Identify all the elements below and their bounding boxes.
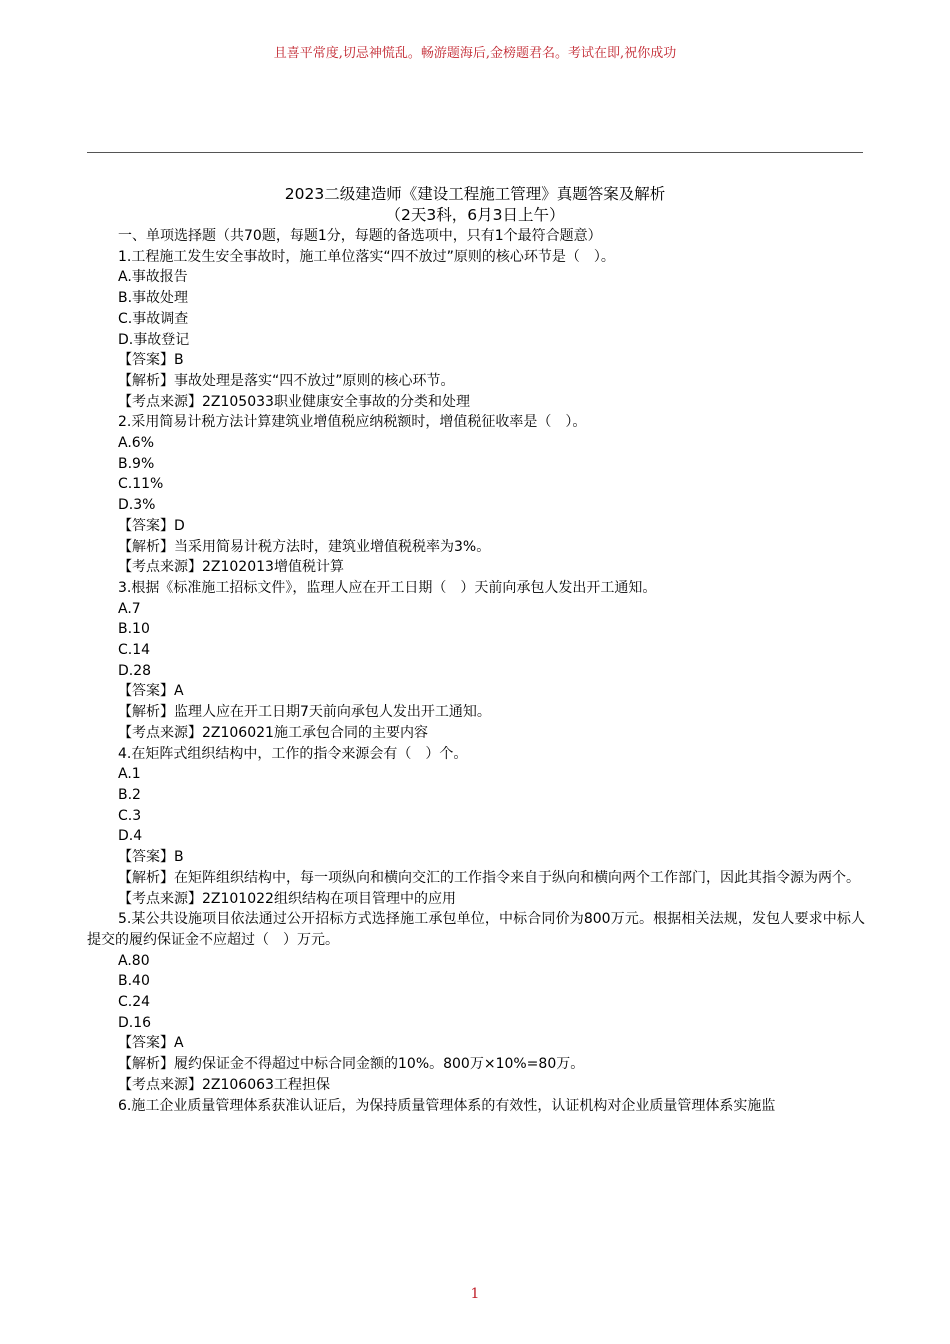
text-line: A.1 (118, 766, 141, 783)
text-line: 【解析】当采用简易计税方法时，建筑业增值税税率为3%。 (118, 538, 491, 555)
text-line: 1.工程施工发生安全事故时，施工单位落实“四不放过”原则的核心环节是（ ）。 (118, 248, 615, 265)
text-line: D.4 (118, 828, 143, 845)
text-line: 2.采用简易计税方法计算建筑业增值税应纳税额时，增值税征收率是（ ）。 (118, 414, 587, 431)
text-line: 【答案】B (118, 352, 184, 369)
text-line: A.6% (118, 435, 154, 452)
text-line: 【解析】监理人应在开工日期7天前向承包人发出开工通知。 (118, 704, 491, 721)
page-number: 1 (470, 1286, 480, 1302)
text-line: 【解析】事故处理是落实“四不放过”原则的核心环节。 (118, 372, 455, 389)
header-divider (87, 152, 863, 153)
text-line: B.事故处理 (118, 290, 189, 307)
text-line: 【解析】在矩阵组织结构中，每一项纵向和横向交汇的工作指令来自于纵向和横向两个工作部门，因此其指令源为两个。 (118, 869, 860, 886)
document-subtitle: （2天3科，6月3日上午） (385, 206, 565, 224)
text-line: D.28 (118, 662, 152, 679)
text-line: 【考点来源】2Z101022组织结构在项目管理中的应用 (118, 890, 456, 907)
text-line: C.11% (118, 476, 164, 493)
text-line: 【答案】B (118, 849, 184, 866)
text-line: 【考点来源】2Z106021施工承包合同的主要内容 (118, 724, 428, 741)
text-line: D.事故登记 (118, 331, 190, 348)
text-line: 【答案】A (118, 683, 184, 700)
header-motto: 且喜平常度,切忌神慌乱。畅游题海后,金榜题君名。考试在即,祝你成功 (273, 46, 677, 61)
text-line: C.3 (118, 807, 142, 824)
text-line: C.14 (118, 642, 151, 659)
text-line: 6.施工企业质量管理体系获准认证后，为保持质量管理体系的有效性，认证机构对企业质量管理体系实施监 (118, 1097, 776, 1114)
text-line: C.24 (118, 994, 151, 1011)
text-line: D.3% (118, 497, 156, 514)
text-line: A.事故报告 (118, 269, 188, 286)
text-line: 【答案】A (118, 1035, 184, 1052)
text-line: 【解析】履约保证金不得超过中标合同金额的10%。800万×10%=80万。 (118, 1056, 585, 1073)
text-line: D.16 (118, 1014, 152, 1031)
text-line: 一、单项选择题（共70题，每题1分，每题的备选项中，只有1个最符合题意） (118, 228, 602, 244)
text-line: B.10 (118, 621, 150, 638)
text-line: 【答案】D (118, 517, 185, 534)
text-line: C.事故调查 (118, 310, 189, 327)
document-body (87, 226, 865, 1116)
text-line: 4.在矩阵式组织结构中，工作的指令来源会有（ ）个。 (118, 745, 468, 762)
text-line: B.9% (118, 455, 155, 472)
text-line: 3.根据《标准施工招标文件》，监理人应在开工日期（ ）天前向承包人发出开工通知。 (118, 579, 657, 596)
text-line: 5.某公共设施项目依法通过公开招标方式选择施工承包单位，中标合同价为800万元。根据相关法规，发包人要求中标人提交的履约保证金不应超过（ ）万元。 (87, 911, 865, 948)
text-line: A.80 (118, 952, 150, 969)
text-line: 【考点来源】2Z102013增值税计算 (118, 559, 344, 576)
text-line: B.2 (118, 786, 141, 803)
document-title: 2023二级建造师《建设工程施工管理》真题答案及解析 (284, 185, 666, 203)
text-line: 【考点来源】2Z106063工程担保 (118, 1076, 330, 1093)
text-line: B.40 (118, 973, 150, 990)
text-line: A.7 (118, 600, 141, 617)
text-line: 【考点来源】2Z105033职业健康安全事故的分类和处理 (118, 393, 470, 410)
